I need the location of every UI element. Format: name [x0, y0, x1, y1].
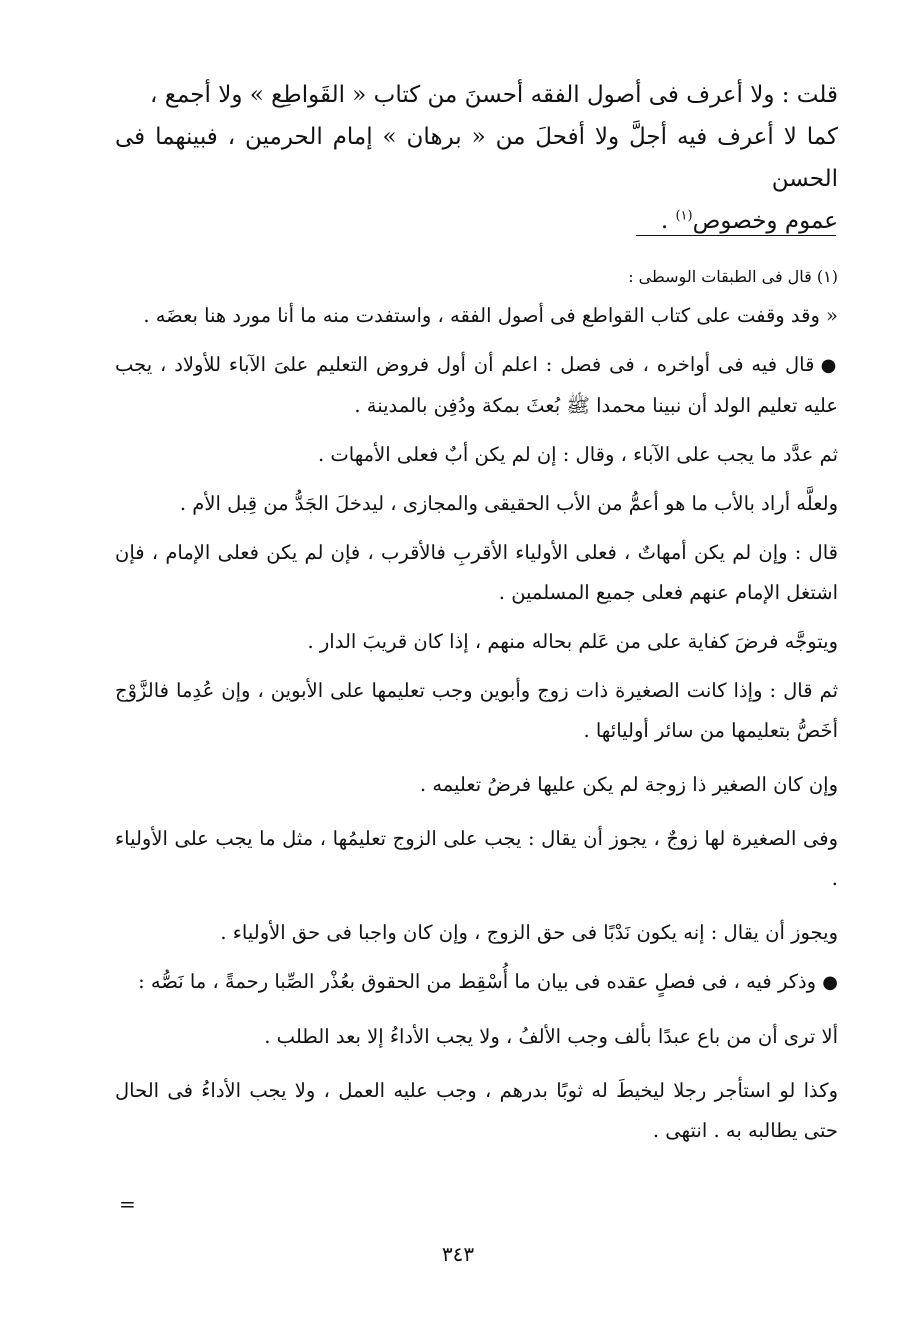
footnote-reference: (١)	[675, 208, 693, 224]
bullet-icon: ●	[820, 355, 838, 376]
footnote-marker: (١) قال فى الطبقات الوسطى :	[628, 267, 838, 286]
footnote-paragraph: ألا ترى أن من باع عبدًا بألف وجب الألفُ ، ولا يجب الأداءُ إلا بعد الطلب .	[264, 1025, 838, 1048]
footnote-paragraph: ويتوجَّه فرضَ كفاية على من عَلم بحاله منهم ، إذا كان قريبَ الدار .	[307, 630, 838, 653]
main-line: قلت : ولا أعرف فى أصول الفقه أحسنَ من كتاب « القَواطِع » ولا أجمع ،	[150, 82, 838, 108]
footnote-paragraph: ثم قال : وإذا كانت الصغيرة ذات زوج وأبوين وجب تعليمها على الأبوين ، وإن عُدِما فالزَّوْج أخَصُّ بتعليمها من سائر أوليائها .	[115, 679, 838, 742]
footnote-paragraph	[115, 962, 838, 1003]
footnote-paragraph: وإن كان الصغير ذا زوجة لم يكن عليها فرضُ تعليمه .	[419, 773, 838, 796]
continuation-mark: =	[119, 1192, 136, 1216]
main-text	[115, 74, 838, 242]
footnote-paragraph: « وقد وقفت على كتاب القواطع فى أصول الفقه ، واستفدت منه ما أنا مورد هنا بعضَه .	[143, 304, 838, 327]
footnote-paragraph: ويجوز أن يقال : إنه يكون نَدْبًا فى حق الزوج ، وإن كان واجبا فى حق الأولياء .	[220, 921, 838, 944]
footnote-paragraph: وكذا لو استأجر رجلا ليخيطَ له ثوبًا بدرهم ، وجب عليه العمل ، ولا يجب الأداءُ فى الحال حتى يطالبه به . انتهى .	[115, 1079, 838, 1142]
footnote-paragraph	[115, 345, 838, 426]
footnote-paragraph: قال : وإن لم يكن أمهاتٌ ، فعلى الأولياء الأقربِ فالأقرب ، فإن لم يكن فعلى الإمام ، فإن اشتغل الإمام عنهم فعلى جميع المسلمين .	[115, 541, 838, 604]
bullet-icon: ●	[822, 972, 838, 993]
footnote-paragraph-text: وذكر فيه ، فى فصلٍ عقده فى بيان ما أُسْقِط من الحقوق بعُذْر الصِّبا رحمةً ، ما نَصُّه :	[138, 970, 823, 993]
main-line-end: .	[660, 208, 676, 234]
footnote-paragraph-text: قال فيه فى أواخره ، فى فصل : اعلم أن أول فروض التعليم علىَ الآباء للأولاد ، يجب عليه تعليم الولد أن نبينا محمدا ﷺ بُعثَ بمكة ودُفِن بالمدينة .	[115, 353, 838, 417]
footnote	[115, 264, 838, 1151]
main-line-text: عموم وخصوص	[692, 208, 838, 234]
footnote-paragraph: وفى الصغيرة لها زوجٌ ، يجوز أن يقال : يجب على الزوج تعليمُها ، مثل ما يجب على الأولياء .	[115, 827, 838, 890]
footnote-paragraph: ثم عدَّد ما يجب على الآباء ، وقال : إن لم يكن أبٌ فعلى الأمهات .	[318, 443, 838, 466]
footnote-separator	[636, 235, 836, 236]
main-line: كما لا أعرف فيه أجلَّ ولا أفحلَ من « برهان » إمام الحرمين ، فبينهما فى الحسن	[115, 124, 838, 192]
footnote-paragraph: ولعلَّه أراد بالأب ما هو أعمُّ من الأب الحقيقى والمجازى ، ليدخلَ الجَدُّ من قِبل الأم .	[179, 492, 838, 515]
page-number: ٣٤٣	[441, 1242, 475, 1266]
